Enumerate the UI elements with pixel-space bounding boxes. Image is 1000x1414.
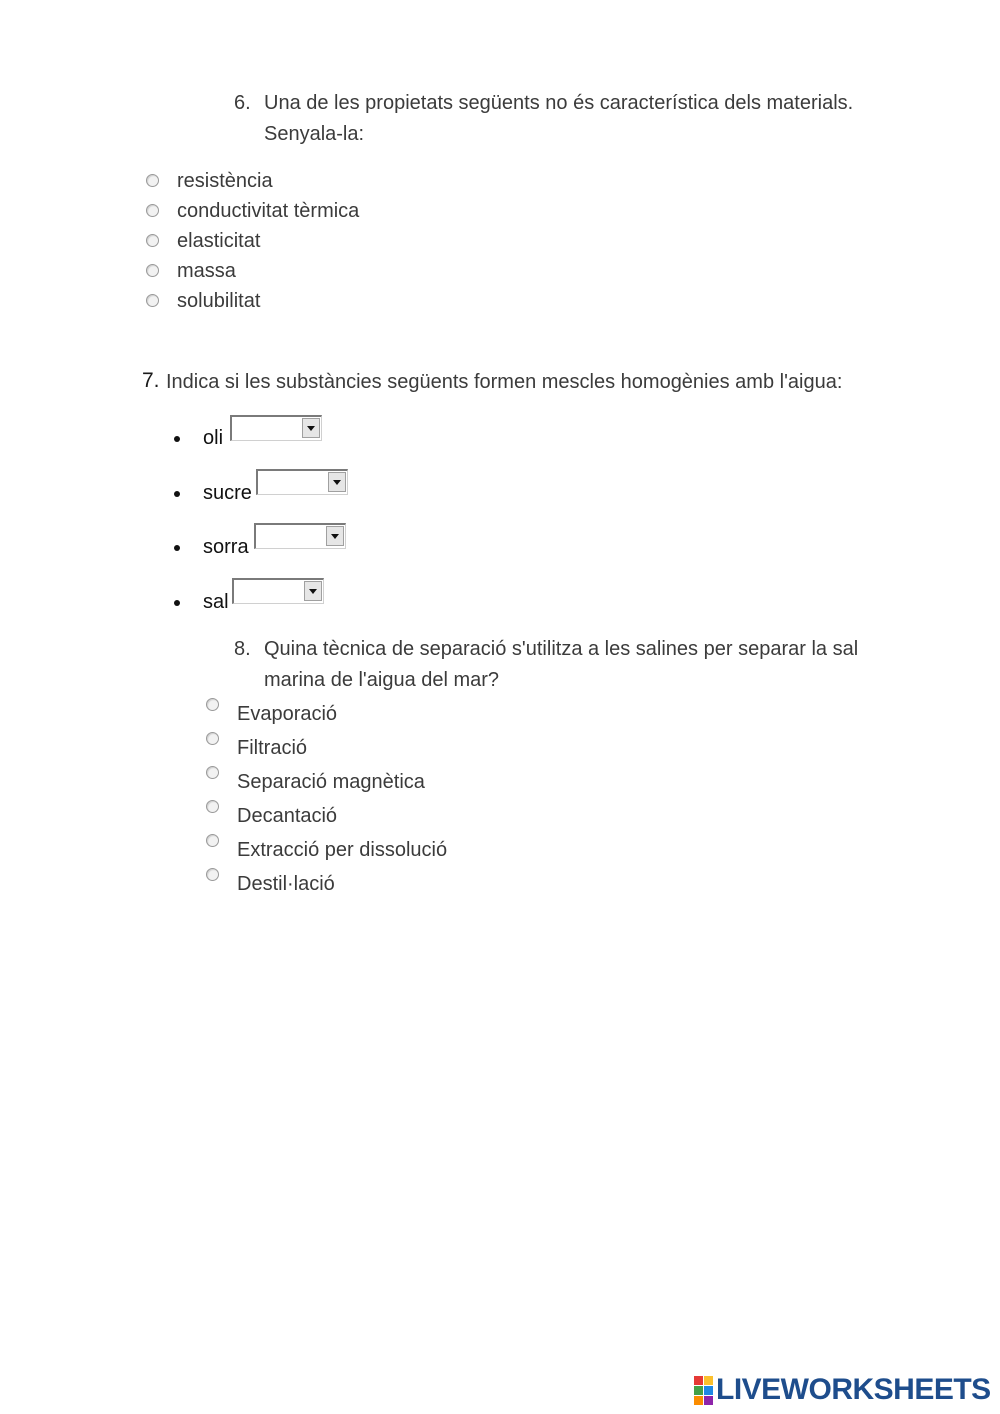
q8-option-label: Destil·lació: [237, 873, 335, 895]
bullet: [174, 436, 180, 442]
q7-select-sucre[interactable]: [256, 469, 348, 495]
q8-option-label: Evaporació: [237, 703, 338, 725]
q7-item-label: sucre: [203, 482, 252, 504]
q6-option-label: conductivitat tèrmica: [177, 200, 360, 222]
question-8: [234, 634, 858, 665]
q7-item-label: sorra: [203, 536, 249, 558]
chevron-down-icon: [328, 472, 346, 492]
q6-option-label: massa: [177, 260, 236, 282]
question-7-text: Indica si les substàncies següents formen mescles homogènies amb l'aigua:: [166, 371, 843, 393]
bullet: [174, 600, 180, 606]
q8-radio-5[interactable]: [206, 834, 219, 847]
q8-radio-6[interactable]: [206, 868, 219, 881]
question-8-text-line1: Quina tècnica de separació s'utilitza a les salines per separar la sal: [264, 638, 859, 660]
bullet: [174, 545, 180, 551]
chevron-down-icon: [304, 581, 322, 601]
q8-option-label: Filtració: [237, 737, 308, 759]
q7-select-sal[interactable]: [232, 578, 324, 604]
question-8-text-line2: marina de l'aigua del mar?: [264, 669, 500, 691]
q6-radio-3[interactable]: [146, 234, 159, 247]
bullet: [174, 491, 180, 497]
q8-radio-3[interactable]: [206, 766, 219, 779]
q8-option-label: Extracció per dissolució: [237, 839, 448, 861]
q8-radio-1[interactable]: [206, 698, 219, 711]
q6-radio-1[interactable]: [146, 174, 159, 187]
q6-radio-2[interactable]: [146, 204, 159, 217]
q8-radio-2[interactable]: [206, 732, 219, 745]
chevron-down-icon: [302, 418, 320, 438]
q6-option-label: resistència: [177, 170, 273, 192]
q6-option-label: elasticitat: [177, 230, 261, 252]
q8-radio-4[interactable]: [206, 800, 219, 813]
question-6-text-line1: Una de les propietats següents no és característica dels materials.: [264, 92, 854, 114]
q7-item-label: oli: [203, 427, 224, 449]
question-6: [234, 88, 853, 119]
question-8-number: 8.: [234, 638, 251, 660]
question-7-number: 7.: [142, 369, 160, 392]
q6-option-label: solubilitat: [177, 290, 261, 312]
q6-radio-4[interactable]: [146, 264, 159, 277]
q8-option-label: Separació magnètica: [237, 771, 425, 793]
logo-grid-icon: [694, 1376, 713, 1405]
question-6-text-line2: Senyala-la:: [264, 123, 365, 145]
chevron-down-icon: [326, 526, 344, 546]
q7-select-sorra[interactable]: [254, 523, 346, 549]
q6-radio-5[interactable]: [146, 294, 159, 307]
q8-option-label: Decantació: [237, 805, 338, 827]
liveworksheets-logo: [694, 1373, 991, 1407]
q7-select-oli[interactable]: [230, 415, 322, 441]
brand-name: LIVEWORKSHEETS: [716, 1373, 991, 1406]
question-6-number: 6.: [234, 92, 251, 114]
q7-item-label: sal: [203, 591, 229, 613]
